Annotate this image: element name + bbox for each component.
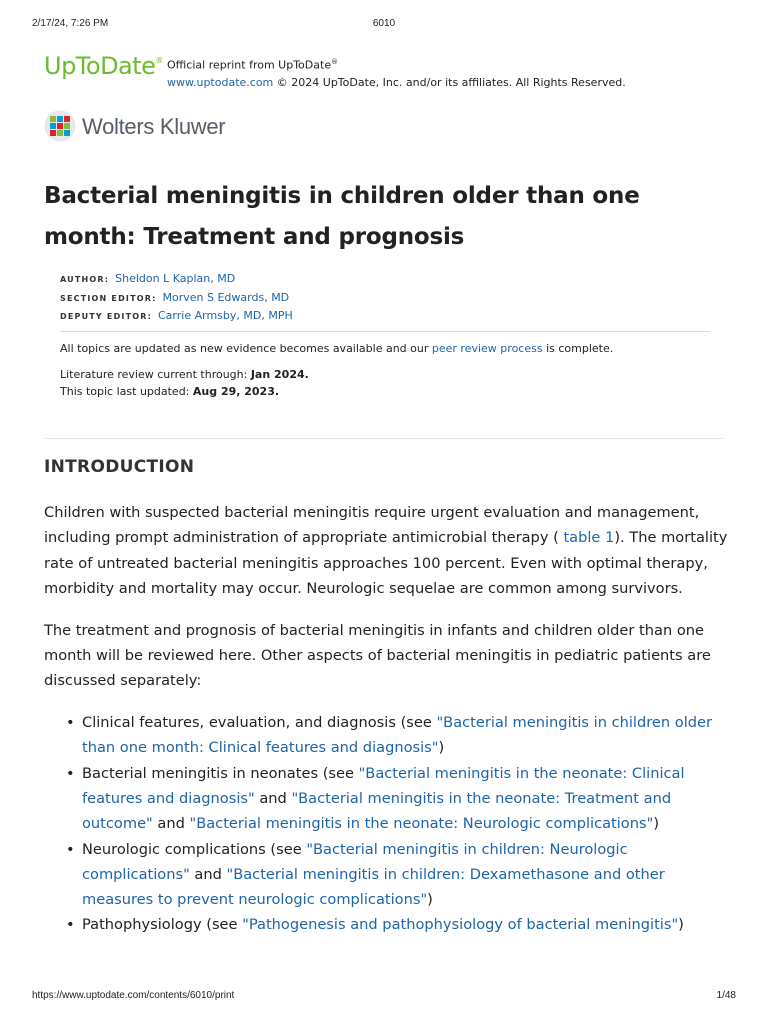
last-updated-date: This topic last updated: Aug 29, 2023. xyxy=(60,385,280,398)
topic-link[interactable]: "Bacterial meningitis in children: Dexamethasone and other measures to prevent neurologic complications" xyxy=(82,865,665,909)
print-datetime: 2/17/24, 7:26 PM xyxy=(32,18,109,29)
wolters-kluwer-logo-icon xyxy=(44,110,76,142)
author-row xyxy=(60,270,710,289)
article-credits xyxy=(60,270,710,326)
section-body xyxy=(44,500,729,938)
topic-link[interactable]: "Bacterial meningitis in the neonate: Treatment and outcome" xyxy=(82,789,672,833)
list-item: • Neurologic complications (see "Bacterial meningitis in children: Neurologic complications" and "Bacterial meningitis in children: Dexamethasone and other measures to prevent neurologic complications") xyxy=(82,837,729,913)
article-title: Bacterial meningitis in children older than one month: Treatment and prognosis xyxy=(44,183,640,250)
topic-link[interactable]: "Bacterial meningitis in children: Neurologic complications" xyxy=(82,840,628,883)
deputy-editor-link[interactable]: Carrie Armsby, MD, MPH xyxy=(158,309,293,322)
reprint-notice: Official reprint from UpToDate® www.uptodate.com © 2024 UpToDate, Inc. and/or its affiliates. All Rights Reserved. xyxy=(167,58,626,89)
section-editor-row xyxy=(60,289,710,308)
bullet-icon: • xyxy=(66,764,75,782)
paragraph: Children with suspected bacterial meningitis require urgent evaluation and management, including prompt administration of appropriate antimicrobial therapy ( table 1). The mortality rate of untreated bacterial meningitis approaches 100 percent. Even with optimal therapy, morbidity and mortality may occur. Neurologic sequelae are common among survivors. xyxy=(44,504,728,597)
bullet-icon: • xyxy=(66,916,75,934)
list-item: • Clinical features, evaluation, and diagnosis (see "Bacterial meningitis in children older than one month: Clinical features and diagnosis") xyxy=(82,710,729,761)
print-doc-id: 6010 xyxy=(372,18,396,29)
update-notice: All topics are updated as new evidence becomes available and our peer review process is complete. xyxy=(60,342,614,355)
print-header xyxy=(32,18,736,32)
section-editor-label: SECTION EDITOR: xyxy=(60,293,157,303)
section-editor-link[interactable]: Morven S Edwards, MD xyxy=(162,290,290,304)
brand-header xyxy=(44,50,734,100)
author-link[interactable]: Sheldon L Kaplan, MD xyxy=(115,272,236,285)
author-label: AUTHOR: xyxy=(60,275,110,284)
peer-review-link[interactable]: peer review process xyxy=(431,342,543,355)
divider xyxy=(44,438,724,439)
list-item: • Pathophysiology (see "Pathogenesis and pathophysiology of bacterial meningitis") xyxy=(82,912,729,937)
list-item: • Bacterial meningitis in neonates (see "Bacterial meningitis in the neonate: Clinical features and diagnosis" and "Bacterial meningitis in the neonate: Treatment and outcome" and "Bacterial meningitis in the neonate: Neurologic complications") xyxy=(82,761,729,837)
update-info xyxy=(60,340,710,400)
print-url: https://www.uptodate.com/contents/6010/print xyxy=(32,990,235,1001)
related-topics-list xyxy=(44,710,729,938)
deputy-editor-label: DEPUTY EDITOR: xyxy=(60,312,152,321)
bullet-icon: • xyxy=(66,840,75,858)
reprint-line: Official reprint from UpToDate xyxy=(167,58,332,72)
topic-link[interactable]: "Bacterial meningitis in the neonate: Clinical features and diagnosis" xyxy=(82,764,685,807)
topic-link[interactable]: "Pathogenesis and pathophysiology of bacterial meningitis" xyxy=(242,916,679,934)
bullet-icon: • xyxy=(66,714,75,732)
print-footer xyxy=(32,990,736,1004)
uptodate-logo[interactable]: UpToDate® xyxy=(44,52,163,80)
topic-link[interactable]: "Bacterial meningitis in the neonate: Neurologic complications" xyxy=(189,815,654,833)
topic-link[interactable]: "Bacterial meningitis in children older than one month: Clinical features and diagnosis" xyxy=(82,714,712,757)
paragraph: The treatment and prognosis of bacterial meningitis in infants and children older than one month will be reviewed here. Other aspects of bacterial meningitis in pediatric patients are discussed separately: xyxy=(44,621,711,690)
page-number: 1/48 xyxy=(716,990,736,1001)
divider xyxy=(60,331,710,332)
publisher-name: Wolters Kluwer xyxy=(82,114,226,139)
literature-review-date: Literature review current through: Jan 2024. xyxy=(60,368,309,381)
table-1-link[interactable]: table 1 xyxy=(563,529,615,547)
copyright-text: © 2024 UpToDate, Inc. and/or its affiliates. All Rights Reserved. xyxy=(273,75,626,89)
publisher-logo xyxy=(44,110,304,144)
uptodate-site-link[interactable]: www.uptodate.com xyxy=(167,75,274,89)
deputy-editor-row xyxy=(60,307,710,326)
section-heading: INTRODUCTION xyxy=(44,457,195,477)
